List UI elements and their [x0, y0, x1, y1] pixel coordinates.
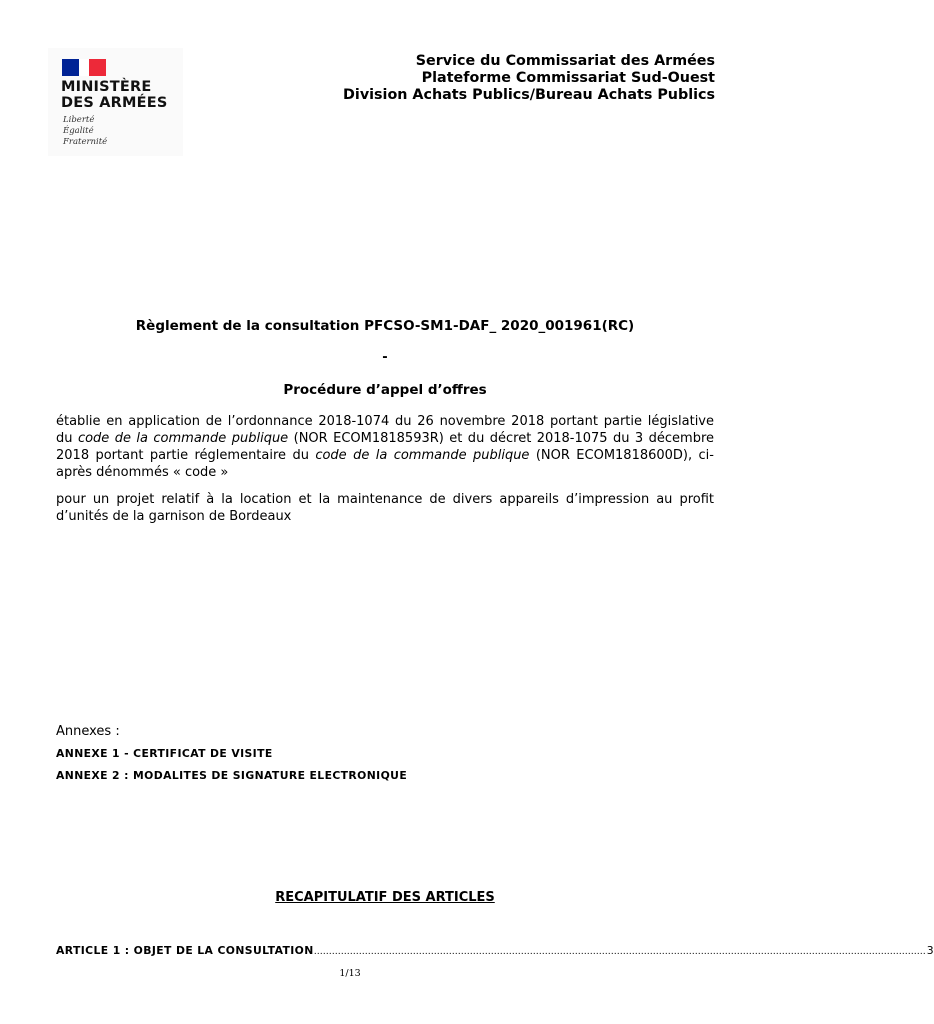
toc-entry[interactable]: [56, 944, 934, 957]
motto-fraternite: Fraternité: [63, 137, 108, 147]
annex-item: ANNEXE 1 - CERTIFICAT DE VISITE: [56, 747, 273, 760]
logo-line-1: MINISTÈRE: [61, 79, 152, 95]
toc-entry-label: ARTICLE 1 : OBJET DE LA CONSULTATION: [56, 944, 314, 957]
header-service: Service du Commissariat des Armées: [415, 53, 715, 69]
toc-dot-leader: ……………………………………………………………………………………………………………………………………………………………………………………: [313, 947, 926, 957]
motto-egalite: Égalité: [63, 126, 94, 136]
document-title: Règlement de la consultation PFCSO-SM1-DAF_ 2020_001961(RC): [135, 318, 635, 334]
annexes-label: Annexes :: [56, 724, 120, 739]
annex-item: ANNEXE 2 : MODALITES DE SIGNATURE ELECTRONIQUE: [56, 769, 408, 782]
procedure-heading: Procédure d’appel d’offres: [283, 382, 487, 398]
header-platform: Plateforme Commissariat Sud-Ouest: [421, 70, 715, 86]
title-separator: -: [382, 350, 388, 365]
legal-basis-paragraph: établie en application de l’ordonnance 2018-1074 du 26 novembre 2018 portant partie législative du code de la commande publique (NOR ECOM1818593R) et du décret 2018-1075 du 3 décembre 2018 portant partie réglementaire du code de la commande publique (NOR ECOM1818600D), ci-après dénommés « code »: [56, 414, 715, 480]
project-paragraph: pour un projet relatif à la location et la maintenance de divers appareils d’impression au profit d’unités de la garnison de Bordeaux: [56, 492, 714, 524]
recap-heading: RECAPITULATIF DES ARTICLES: [275, 890, 495, 905]
logo-line-2: DES ARMÉES: [61, 95, 168, 111]
french-flag-icon: [62, 59, 106, 76]
header-division: Division Achats Publics/Bureau Achats Publics: [343, 87, 715, 103]
toc-entry-page: 3: [926, 944, 934, 957]
motto-liberte: Liberté: [63, 115, 95, 125]
page-number: 1/13: [339, 968, 361, 979]
ministry-logo: [48, 48, 183, 156]
